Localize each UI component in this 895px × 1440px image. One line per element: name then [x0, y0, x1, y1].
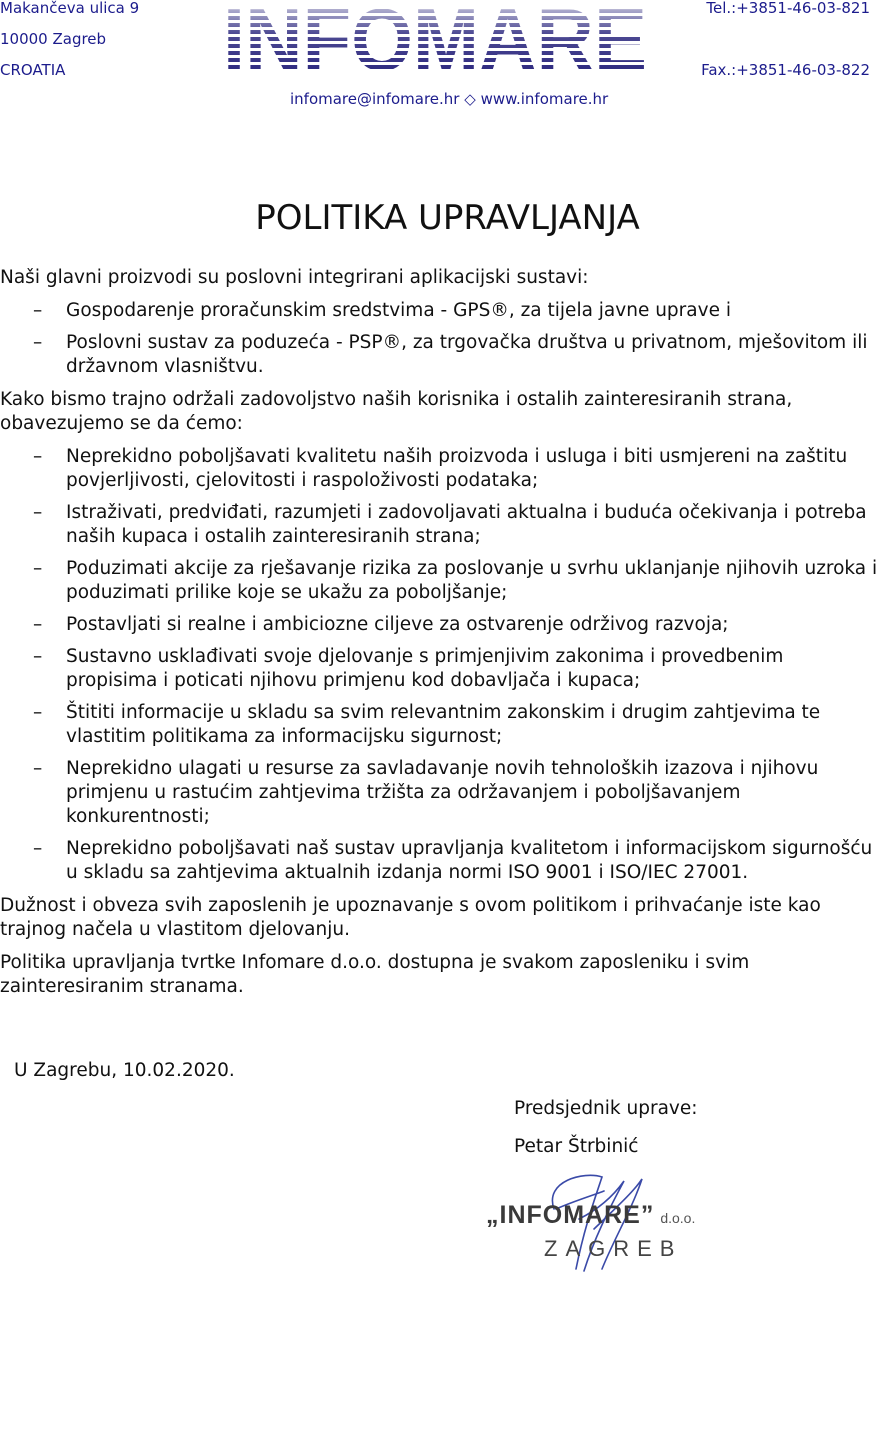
infomare-logo: [222, 2, 648, 72]
website-link[interactable]: www.infomare.hr: [480, 90, 609, 108]
contact-line: [290, 91, 608, 107]
bullet-dash: –: [33, 758, 43, 779]
bullet-dash: –: [33, 332, 43, 353]
stamp-city: ZAGREB: [544, 1236, 683, 1261]
bullet-dash: –: [33, 502, 43, 523]
stamp-company-row: [486, 1203, 695, 1230]
availability-paragraph: Politika upravljanja tvrtke Infomare d.o.o. dostupna je svakom zaposleniku i svim zainteresiranim stranama.: [0, 952, 750, 997]
stamp-company: „INFOMARE”: [486, 1201, 655, 1229]
signatory-name: Petar Štrbinić: [514, 1136, 639, 1157]
bullet-dash: –: [33, 702, 43, 723]
policy-body: [0, 266, 880, 999]
signatory-title: Predsjednik uprave:: [514, 1098, 698, 1119]
list-item: – Poduzimati akcije za rješavanje rizika za poslovanje u svrhu uklanjanje njihovih uzroka i poduzimati prilike koje se ukažu za poboljšanje;: [33, 558, 878, 603]
list-item: – Postavljati si realne i ambiciozne ciljeve za ostvarenje održivog razvoja;: [33, 614, 729, 635]
bullet-dash: –: [33, 614, 43, 635]
bullet-dash: –: [33, 838, 43, 859]
signature-block: [514, 1097, 895, 1159]
commitments-list: [0, 445, 880, 885]
email-link[interactable]: infomare@infomare.hr: [290, 90, 460, 108]
phone-number: Tel.:+3851-46-03-821: [706, 0, 870, 17]
footer: [0, 1059, 895, 1273]
fax-number: Fax.:+3851-46-03-822: [701, 61, 870, 79]
products-list: [0, 299, 880, 379]
company-stamp: [484, 1173, 784, 1273]
address-street: Makančeva ulica 9: [0, 0, 140, 17]
place-date: U Zagrebu, 10.02.2020.: [14, 1060, 235, 1081]
list-item: – Poslovni sustav za poduzeća - PSP®, za trgovačka društva u privatnom, mješovitom ili državnom vlasništvu.: [33, 332, 868, 377]
address-city: 10000 Zagreb: [0, 30, 107, 48]
address-country: CROATIA: [0, 61, 66, 79]
list-item: – Štititi informacije u skladu sa svim relevantnim zakonskim i drugim zahtjevima te vlastitim politikama za informacijsku sigurnost;: [33, 702, 821, 747]
list-item: – Neprekidno ulagati u resurse za savladavanje novih tehnoloških izazova i njihovu primjenu u rastućim zahtjevima tržišta za održavanjem i poboljšavanjem konkurentnosti;: [33, 758, 819, 827]
list-item: – Sustavno usklađivati svoje djelovanje s primjenjivim zakonima i provedbenim propisima i poticati njihovu primjenu kod dobavljača i kupaca;: [33, 646, 784, 691]
page-title: POLITIKA UPRAVLJANJA: [255, 198, 640, 238]
stamp-suffix: d.o.o.: [660, 1210, 696, 1226]
commitments-intro: Kako bismo trajno održali zadovoljstvo naših korisnika i ostalih zainteresiranih strana, obavezujemo se da ćemo:: [0, 389, 793, 434]
list-item: – Istraživati, predviđati, razumjeti i zadovoljavati aktualna i buduća očekivanja i potreba naših kupaca i ostalih zainteresiranih strana;: [33, 502, 867, 547]
diamond-separator-icon: ◇: [464, 90, 476, 108]
bullet-dash: –: [33, 300, 43, 321]
list-item: – Neprekidno poboljšavati naš sustav upravljanja kvalitetom i informacijskom sigurnošću u skladu sa zahtjevima aktualnih izdanja normi ISO 9001 i ISO/IEC 27001.: [33, 838, 873, 883]
bullet-dash: –: [33, 558, 43, 579]
list-item: – Gospodarenje proračunskim sredstvima - GPS®, za tijela javne uprave i: [33, 300, 731, 321]
letterhead: [0, 0, 895, 120]
duty-paragraph: Dužnost i obveza svih zaposlenih je upoznavanje s ovom politikom i prihvaćanje iste kao trajnog načela u vlastitom djelovanju.: [0, 895, 821, 940]
products-intro: Naši glavni proizvodi su poslovni integrirani aplikacijski sustavi:: [0, 267, 589, 288]
bullet-dash: –: [33, 646, 43, 667]
list-item: – Neprekidno poboljšavati kvalitetu naših proizvoda i usluga i biti usmjereni na zaštitu povjerljivosti, cjelovitosti i raspoloživosti podataka;: [33, 446, 848, 491]
bullet-dash: –: [33, 446, 43, 467]
